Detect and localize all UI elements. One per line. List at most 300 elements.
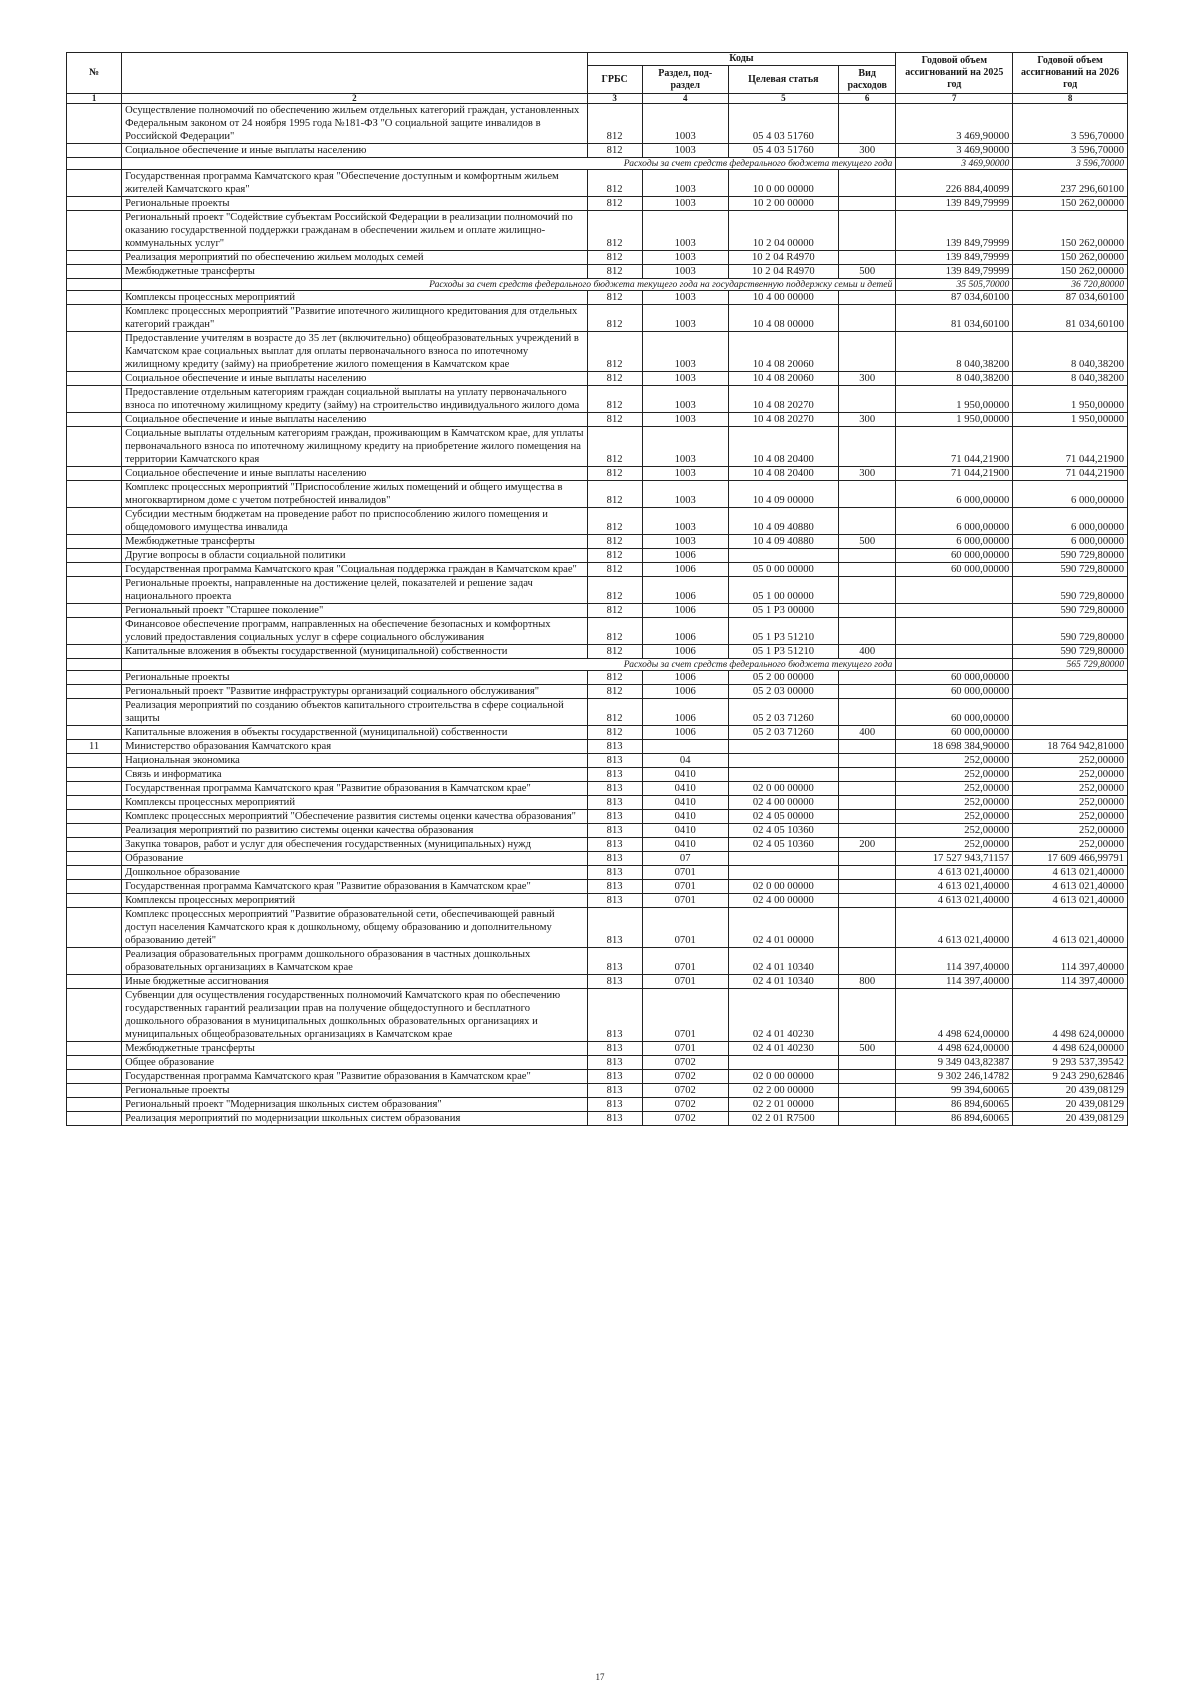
amount-2026-cell: 6 000,00000 [1013,535,1128,549]
item-name-cell: Социальное обеспечение и иные выплаты населению [122,467,587,481]
column-number: 8 [1013,94,1128,104]
item-name-cell: Межбюджетные трансферты [122,535,587,549]
target-article-cell: 02 4 01 10340 [728,948,838,975]
item-name-cell: Региональный проект "Содействие субъектам Российской Федерации в реализации полномочий по оказанию государственной поддержки гражданам в обеспечении жильем и оплате жилищно-коммунальных услуг" [122,211,587,251]
amount-2026-cell: 252,00000 [1013,782,1128,796]
amount-2025-cell: 1 950,00000 [896,386,1013,413]
row-number-cell [67,645,122,659]
column-number: 4 [642,94,728,104]
grbs-cell: 812 [587,467,642,481]
grbs-cell: 812 [587,427,642,467]
row-number-cell [67,1042,122,1056]
expense-type-cell [838,386,895,413]
budget-sheet [66,52,1128,1126]
grbs-cell: 813 [587,989,642,1042]
table-row [67,671,1128,685]
amount-2026-cell: 71 044,21900 [1013,467,1128,481]
table-row [67,481,1128,508]
target-article-cell: 10 2 04 R4970 [728,265,838,279]
item-name-cell: Комплексы процессных мероприятий [122,796,587,810]
target-article-cell [728,866,838,880]
amount-2026-cell: 81 034,60100 [1013,305,1128,332]
grbs-cell: 812 [587,386,642,413]
amount-2025-cell: 6 000,00000 [896,535,1013,549]
razdel-cell: 0701 [642,948,728,975]
grbs-cell: 813 [587,768,642,782]
grbs-cell: 812 [587,563,642,577]
grbs-cell: 812 [587,699,642,726]
row-number-cell: 11 [67,740,122,754]
amount-2025-cell: 252,00000 [896,782,1013,796]
column-number: 5 [728,94,838,104]
grbs-cell: 812 [587,508,642,535]
amount-2026-cell: 4 613 021,40000 [1013,908,1128,948]
row-number-cell [67,563,122,577]
expense-type-cell [838,894,895,908]
amount-2025-cell: 86 894,60065 [896,1112,1013,1126]
amount-2025-cell: 60 000,00000 [896,549,1013,563]
column-number: 2 [122,94,587,104]
expense-type-cell: 400 [838,645,895,659]
federal-budget-note-row [67,279,1128,291]
target-article-cell: 10 4 00 00000 [728,291,838,305]
amount-2025-cell: 139 849,79999 [896,251,1013,265]
item-name-cell: Социальное обеспечение и иные выплаты населению [122,413,587,427]
row-number-cell [67,413,122,427]
table-row [67,170,1128,197]
item-name-cell: Комплекс процессных мероприятий "Обеспечение развития системы оценки качества образования" [122,810,587,824]
note-text-cell: Расходы за счет средств федерального бюджета текущего года [122,659,896,671]
target-article-cell: 02 4 05 10360 [728,824,838,838]
amount-2026-cell: 114 397,40000 [1013,948,1128,975]
razdel-cell: 04 [642,754,728,768]
column-number: 6 [838,94,895,104]
razdel-cell: 0701 [642,1042,728,1056]
item-name-cell: Реализация мероприятий по обеспечению жильем молодых семей [122,251,587,265]
expense-type-cell [838,104,895,144]
amount-2026-cell: 1 950,00000 [1013,413,1128,427]
expense-type-cell [838,671,895,685]
razdel-cell: 1003 [642,535,728,549]
amount-2026-cell: 252,00000 [1013,824,1128,838]
amount-2026-cell: 18 764 942,81000 [1013,740,1128,754]
item-name-cell: Предоставление отдельным категориям граждан социальной выплаты на уплату первоначального взноса по ипотечному жилищному кредиту (займу) на строительство индивидуального жилого дома [122,386,587,413]
target-article-cell: 02 2 00 00000 [728,1084,838,1098]
grbs-cell: 812 [587,197,642,211]
razdel-cell: 1006 [642,699,728,726]
razdel-cell: 0702 [642,1070,728,1084]
grbs-cell: 812 [587,332,642,372]
razdel-cell: 07 [642,852,728,866]
grbs-cell: 812 [587,685,642,699]
item-name-cell: Государственная программа Камчатского края "Обеспечение доступным и комфортным жильем жителей Камчатского края" [122,170,587,197]
razdel-cell: 1003 [642,413,728,427]
amount-2025-cell: 252,00000 [896,768,1013,782]
budget-table [66,52,1128,1126]
amount-2025-cell: 114 397,40000 [896,948,1013,975]
expense-type-cell [838,1070,895,1084]
grbs-cell: 812 [587,726,642,740]
amount-2026-cell: 590 729,80000 [1013,604,1128,618]
column-number: 3 [587,94,642,104]
amount-2026-cell: 150 262,00000 [1013,251,1128,265]
amount-2026-cell: 3 596,70000 [1013,158,1128,170]
item-name-cell: Другие вопросы в области социальной политики [122,549,587,563]
row-number-cell [67,726,122,740]
row-number-cell [67,305,122,332]
column-number: 7 [896,94,1013,104]
expense-type-cell [838,508,895,535]
target-article-cell: 02 0 00 00000 [728,880,838,894]
amount-2025-cell: 226 884,40099 [896,170,1013,197]
federal-budget-note-row [67,659,1128,671]
amount-2025-cell: 60 000,00000 [896,685,1013,699]
expense-type-cell: 500 [838,1042,895,1056]
amount-2025-cell: 252,00000 [896,838,1013,852]
target-article-cell [728,754,838,768]
target-article-cell: 02 4 05 00000 [728,810,838,824]
column-number: 1 [67,94,122,104]
grbs-cell: 813 [587,1112,642,1126]
amount-2026-cell: 20 439,08129 [1013,1084,1128,1098]
expense-type-cell [838,740,895,754]
razdel-cell: 1006 [642,685,728,699]
amount-2026-cell: 36 720,80000 [1013,279,1128,291]
item-name-cell: Региональные проекты [122,1084,587,1098]
grbs-cell: 812 [587,645,642,659]
razdel-cell: 1003 [642,170,728,197]
item-name-cell: Капитальные вложения в объекты государственной (муниципальной) собственности [122,645,587,659]
table-row [67,1084,1128,1098]
row-number-cell [67,372,122,386]
expense-type-cell: 200 [838,838,895,852]
razdel-cell [642,740,728,754]
amount-2025-cell: 18 698 384,90000 [896,740,1013,754]
grbs-cell: 812 [587,671,642,685]
expense-type-cell [838,251,895,265]
row-number-cell [67,866,122,880]
amount-2026-cell [1013,685,1128,699]
item-name-cell: Дошкольное образование [122,866,587,880]
table-row [67,1070,1128,1084]
row-number-cell [67,549,122,563]
table-row [67,796,1128,810]
table-row [67,211,1128,251]
table-row [67,754,1128,768]
table-header [67,53,1128,104]
target-article-cell: 10 2 00 00000 [728,197,838,211]
amount-2025-cell: 60 000,00000 [896,671,1013,685]
item-name-cell: Финансовое обеспечение программ, направленных на обеспечение безопасных и комфортных условий предоставления социальных услуг в сфере социального обслуживания [122,618,587,645]
target-article-cell: 10 4 09 40880 [728,508,838,535]
expense-type-cell [838,1112,895,1126]
item-name-cell: Реализация мероприятий по модернизации школьных систем образования [122,1112,587,1126]
amount-2026-cell: 590 729,80000 [1013,618,1128,645]
grbs-cell: 813 [587,1056,642,1070]
table-row [67,810,1128,824]
table-row [67,332,1128,372]
amount-2026-cell: 3 596,70000 [1013,144,1128,158]
expense-type-cell [838,197,895,211]
expense-type-cell [838,563,895,577]
target-article-cell: 02 2 01 00000 [728,1098,838,1112]
grbs-cell: 813 [587,866,642,880]
target-article-cell [728,740,838,754]
table-row [67,1042,1128,1056]
item-name-cell: Государственная программа Камчатского края "Развитие образования в Камчатском крае" [122,880,587,894]
table-row [67,908,1128,948]
amount-2025-cell: 87 034,60100 [896,291,1013,305]
amount-2025-cell: 99 394,60065 [896,1084,1013,1098]
row-number-cell [67,332,122,372]
amount-2026-cell: 6 000,00000 [1013,481,1128,508]
grbs-cell: 813 [587,908,642,948]
row-number-cell [67,975,122,989]
table-row [67,305,1128,332]
amount-2025-cell: 6 000,00000 [896,481,1013,508]
amount-2025-cell: 8 040,38200 [896,332,1013,372]
table-row [67,989,1128,1042]
amount-2026-cell: 3 596,70000 [1013,104,1128,144]
target-article-cell: 05 0 00 00000 [728,563,838,577]
amount-2025-cell: 3 469,90000 [896,104,1013,144]
expense-type-cell [838,427,895,467]
amount-2025-cell [896,577,1013,604]
expense-type-cell [838,618,895,645]
table-row [67,768,1128,782]
razdel-cell: 1003 [642,291,728,305]
expense-type-cell [838,549,895,563]
grbs-cell: 812 [587,305,642,332]
grbs-cell: 812 [587,535,642,549]
item-name-cell: Региональный проект "Модернизация школьных систем образования" [122,1098,587,1112]
row-number-cell [67,508,122,535]
table-row [67,699,1128,726]
item-name-cell: Национальная экономика [122,754,587,768]
table-row [67,386,1128,413]
header-razdel: Раздел, под-раздел [642,66,728,94]
row-number-cell [67,386,122,413]
row-number-cell [67,796,122,810]
table-row [67,894,1128,908]
amount-2025-cell: 4 613 021,40000 [896,908,1013,948]
federal-budget-note-row [67,158,1128,170]
item-name-cell: Капитальные вложения в объекты государственной (муниципальной) собственности [122,726,587,740]
item-name-cell: Субвенции для осуществления государственных полномочий Камчатского края по обеспечению государственных гарантий реализации прав на получение общедоступного и бесплатного дошкольного образования в муниципальных дошкольных образовательных организациях и муниципальных общеобразовательных организациях в Камчатском крае [122,989,587,1042]
grbs-cell: 813 [587,810,642,824]
table-row [67,880,1128,894]
table-row [67,838,1128,852]
razdel-cell: 1003 [642,265,728,279]
item-name-cell: Региональный проект "Развитие инфраструктуры организаций социального обслуживания" [122,685,587,699]
grbs-cell: 813 [587,1042,642,1056]
table-row [67,413,1128,427]
expense-type-cell: 300 [838,372,895,386]
table-row [67,948,1128,975]
amount-2026-cell: 252,00000 [1013,754,1128,768]
header-grbs: ГРБС [587,66,642,94]
amount-2026-cell: 590 729,80000 [1013,577,1128,604]
target-article-cell: 05 1 00 00000 [728,577,838,604]
amount-2026-cell: 9 293 537,39542 [1013,1056,1128,1070]
amount-2025-cell: 4 613 021,40000 [896,866,1013,880]
item-name-cell: Предоставление учителям в возрасте до 35 лет (включительно) общеобразовательных учреждений в Камчатском крае социальных выплат для оплаты первоначального взноса по ипотечному жилищному кредиту (займу) на приобретение жилого помещения в Камчатском крае [122,332,587,372]
amount-2025-cell: 4 498 624,00000 [896,1042,1013,1056]
expense-type-cell [838,948,895,975]
target-article-cell: 02 4 00 00000 [728,894,838,908]
expense-type-cell [838,699,895,726]
row-number-cell [67,768,122,782]
item-name-cell: Межбюджетные трансферты [122,1042,587,1056]
row-number-cell [67,659,122,671]
amount-2026-cell: 4 613 021,40000 [1013,866,1128,880]
amount-2025-cell: 3 469,90000 [896,158,1013,170]
grbs-cell: 812 [587,618,642,645]
table-row [67,549,1128,563]
amount-2025-cell: 60 000,00000 [896,726,1013,740]
page-number: 17 [595,1672,605,1682]
note-text-cell: Расходы за счет средств федерального бюджета текущего года [122,158,896,170]
header-year-2026: Годовой объем ассигнований на 2026 год [1013,53,1128,94]
table-row [67,577,1128,604]
table-row [67,866,1128,880]
target-article-cell: 05 2 03 71260 [728,726,838,740]
razdel-cell: 0410 [642,768,728,782]
amount-2026-cell: 87 034,60100 [1013,291,1128,305]
target-article-cell [728,1056,838,1070]
razdel-cell: 0701 [642,866,728,880]
grbs-cell: 813 [587,754,642,768]
razdel-cell: 1006 [642,563,728,577]
expense-type-cell [838,1084,895,1098]
item-name-cell: Региональный проект "Старшее поколение" [122,604,587,618]
amount-2025-cell: 252,00000 [896,810,1013,824]
grbs-cell: 813 [587,1098,642,1112]
razdel-cell: 1003 [642,197,728,211]
row-number-cell [67,170,122,197]
target-article-cell: 02 0 00 00000 [728,782,838,796]
razdel-cell: 0701 [642,894,728,908]
amount-2026-cell: 237 296,60100 [1013,170,1128,197]
expense-type-cell [838,824,895,838]
expense-type-cell [838,604,895,618]
target-article-cell: 02 4 01 00000 [728,908,838,948]
column-numbers-row [67,94,1128,104]
grbs-cell: 812 [587,265,642,279]
razdel-cell: 1006 [642,577,728,604]
table-row [67,508,1128,535]
row-number-cell [67,824,122,838]
grbs-cell: 812 [587,251,642,265]
amount-2025-cell [896,659,1013,671]
target-article-cell: 05 2 03 71260 [728,699,838,726]
item-name-cell: Социальные выплаты отдельным категориям граждан, проживающим в Камчатском крае, для уплаты первоначального взноса по ипотечному жилищному кредиту на приобретение жилого помещения на территории Камчатского края [122,427,587,467]
item-name-cell: Комплекс процессных мероприятий "Приспособление жилых помещений и общего имущества в многоквартирном доме с учетом потребностей инвалидов" [122,481,587,508]
expense-type-cell [838,1056,895,1070]
amount-2026-cell: 150 262,00000 [1013,211,1128,251]
target-article-cell: 10 2 04 R4970 [728,251,838,265]
item-name-cell: Государственная программа Камчатского края "Развитие образования в Камчатском крае" [122,1070,587,1084]
item-name-cell: Иные бюджетные ассигнования [122,975,587,989]
razdel-cell: 0702 [642,1098,728,1112]
razdel-cell: 1003 [642,372,728,386]
item-name-cell: Закупка товаров, работ и услуг для обеспечения государственных (муниципальных) нужд [122,838,587,852]
target-article-cell: 10 4 08 20060 [728,372,838,386]
amount-2026-cell: 590 729,80000 [1013,563,1128,577]
item-name-cell: Региональные проекты [122,671,587,685]
razdel-cell: 1003 [642,104,728,144]
row-number-cell [67,618,122,645]
amount-2025-cell: 17 527 943,71157 [896,852,1013,866]
header-year-2025: Годовой объем ассигнований на 2025 год [896,53,1013,94]
target-article-cell: 05 1 P3 51210 [728,645,838,659]
row-number-cell [67,481,122,508]
amount-2026-cell: 4 498 624,00000 [1013,1042,1128,1056]
grbs-cell: 812 [587,291,642,305]
header-vid: Вид расходов [838,66,895,94]
amount-2025-cell: 1 950,00000 [896,413,1013,427]
grbs-cell: 812 [587,170,642,197]
razdel-cell: 0410 [642,810,728,824]
amount-2025-cell: 35 505,70000 [896,279,1013,291]
expense-type-cell [838,577,895,604]
amount-2025-cell: 4 613 021,40000 [896,894,1013,908]
target-article-cell: 10 4 08 20400 [728,467,838,481]
amount-2025-cell: 60 000,00000 [896,699,1013,726]
amount-2026-cell: 8 040,38200 [1013,332,1128,372]
expense-type-cell: 500 [838,535,895,549]
amount-2026-cell: 20 439,08129 [1013,1098,1128,1112]
item-name-cell: Социальное обеспечение и иные выплаты населению [122,144,587,158]
row-number-cell [67,197,122,211]
razdel-cell: 1006 [642,726,728,740]
table-row [67,618,1128,645]
target-article-cell: 02 4 01 40230 [728,1042,838,1056]
expense-type-cell: 400 [838,726,895,740]
grbs-cell: 812 [587,372,642,386]
row-number-cell [67,577,122,604]
table-row [67,427,1128,467]
expense-type-cell: 500 [838,265,895,279]
amount-2025-cell: 139 849,79999 [896,265,1013,279]
row-number-cell [67,989,122,1042]
amount-2026-cell: 20 439,08129 [1013,1112,1128,1126]
amount-2026-cell: 4 613 021,40000 [1013,880,1128,894]
row-number-cell [67,894,122,908]
row-number-cell [67,838,122,852]
row-number-cell [67,948,122,975]
target-article-cell: 02 4 01 10340 [728,975,838,989]
grbs-cell: 813 [587,894,642,908]
table-row [67,535,1128,549]
target-article-cell: 05 4 03 51760 [728,144,838,158]
amount-2026-cell: 71 044,21900 [1013,427,1128,467]
grbs-cell: 813 [587,838,642,852]
amount-2026-cell: 17 609 466,99791 [1013,852,1128,866]
razdel-cell: 1003 [642,427,728,467]
target-article-cell: 05 1 P3 51210 [728,618,838,645]
row-number-cell [67,265,122,279]
expense-type-cell [838,810,895,824]
target-article-cell [728,768,838,782]
row-number-cell [67,144,122,158]
target-article-cell: 02 4 05 10360 [728,838,838,852]
item-name-cell: Реализация мероприятий по развитию системы оценки качества образования [122,824,587,838]
expense-type-cell [838,211,895,251]
grbs-cell: 813 [587,1084,642,1098]
row-number-cell [67,291,122,305]
amount-2025-cell: 3 469,90000 [896,144,1013,158]
